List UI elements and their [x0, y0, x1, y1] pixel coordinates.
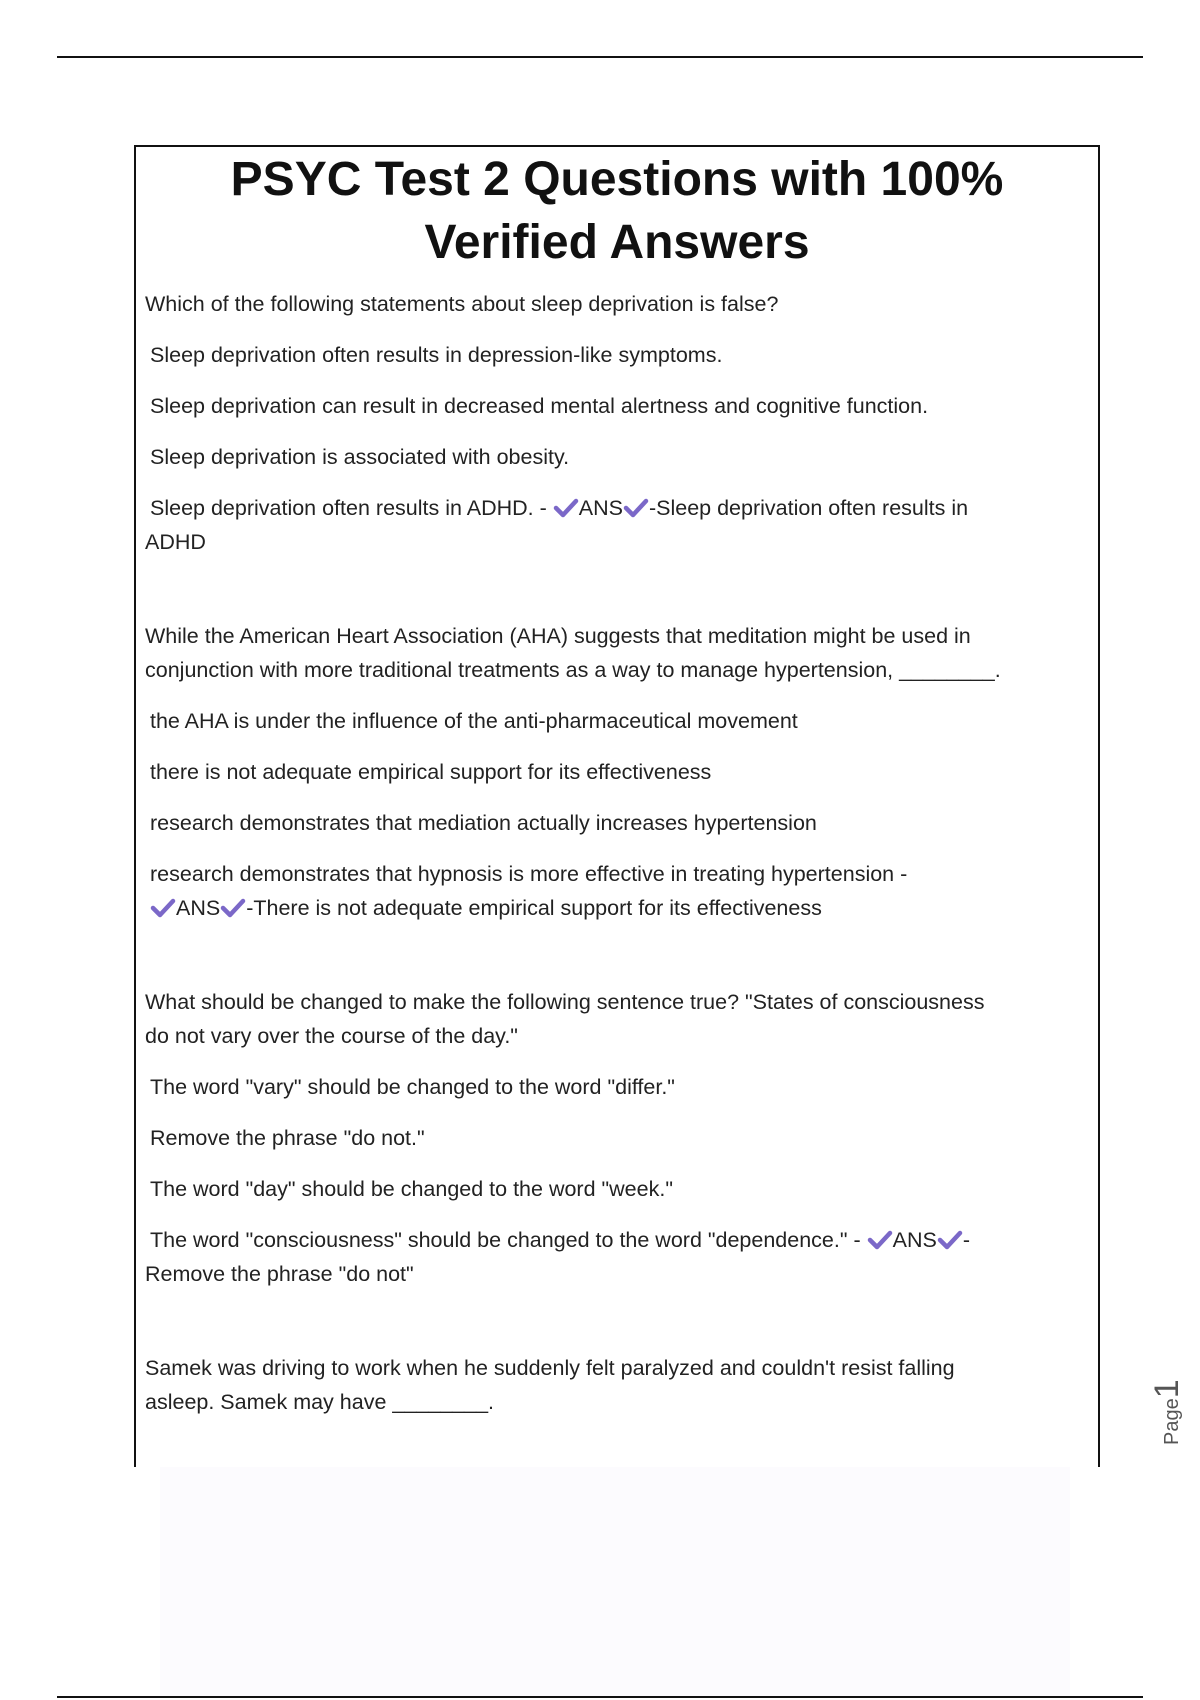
check-icon: [867, 1230, 893, 1250]
check-icon: [937, 1230, 963, 1250]
option-with-answer: research demonstrates that hypnosis is more effective in treating hypertension -: [150, 862, 908, 886]
option: Sleep deprivation is associated with obesity.: [150, 445, 570, 469]
page-bottom-shade: [160, 1467, 1070, 1696]
answer-text: -There is not adequate empirical support for its effectiveness: [246, 896, 822, 920]
answer-continuation: ADHD: [145, 530, 206, 554]
option: The word "vary" should be changed to the word "differ.": [150, 1075, 675, 1099]
option-text: Sleep deprivation often results in ADHD. -: [150, 496, 547, 520]
question-2: [145, 619, 1075, 925]
footer-rule: [57, 1696, 1143, 1698]
option: Sleep deprivation can result in decreased mental alertness and cognitive function.: [150, 394, 929, 418]
header-rule: [57, 56, 1143, 58]
question-text-line-2: conjunction with more traditional treatments as a way to manage hypertension, ________.: [145, 658, 1001, 682]
option: there is not adequate empirical support for its effectiveness: [150, 760, 712, 784]
answer-line: [145, 891, 1075, 925]
page-word: Page: [1161, 1398, 1183, 1445]
option-text: The word "consciousness" should be changed to the word "dependence." -: [150, 1228, 861, 1252]
question-text-line-1: Samek was driving to work when he suddenly felt paralyzed and couldn't resist falling: [145, 1356, 955, 1380]
option: the AHA is under the influence of the anti-pharmaceutical movement: [150, 709, 798, 733]
title-line-1: PSYC Test 2 Questions with 100%: [230, 153, 1004, 206]
ans-label: ANS: [176, 896, 221, 920]
document-title: [136, 148, 1098, 274]
ans-label: ANS: [892, 1228, 937, 1252]
question-text-line-1: What should be changed to make the following sentence true? "States of consciousness: [145, 990, 985, 1014]
page-number-value: 1: [1148, 1379, 1186, 1399]
question-text: Which of the following statements about sleep deprivation is false?: [145, 292, 779, 316]
option-with-answer: [145, 1223, 1075, 1257]
question-1: [145, 287, 1075, 559]
answer-text: -Sleep deprivation often results in: [648, 496, 969, 520]
question-text-line-2: asleep. Samek may have ________.: [145, 1390, 495, 1414]
option: research demonstrates that mediation actually increases hypertension: [150, 811, 817, 835]
check-icon: [150, 898, 176, 918]
question-text-line-1: While the American Heart Association (AHA) suggests that meditation might be used in: [145, 624, 971, 648]
title-line-2: Verified Answers: [424, 216, 810, 269]
question-text-line-2: do not vary over the course of the day.": [145, 1024, 518, 1048]
check-icon: [553, 498, 579, 518]
question-3: [145, 985, 1075, 1291]
check-icon: [623, 498, 649, 518]
ans-label: ANS: [578, 496, 623, 520]
option-with-answer: [145, 491, 1075, 525]
option: The word "day" should be changed to the word "week.": [150, 1177, 673, 1201]
option: Sleep deprivation often results in depression-like symptoms.: [150, 343, 723, 367]
question-list: [145, 287, 1075, 1419]
check-icon: [220, 898, 246, 918]
page-number: [1148, 1379, 1187, 1445]
question-4: [145, 1351, 1075, 1419]
option: Remove the phrase "do not.": [150, 1126, 425, 1150]
answer-text: Remove the phrase "do not": [145, 1262, 414, 1286]
dash: -: [962, 1228, 970, 1252]
